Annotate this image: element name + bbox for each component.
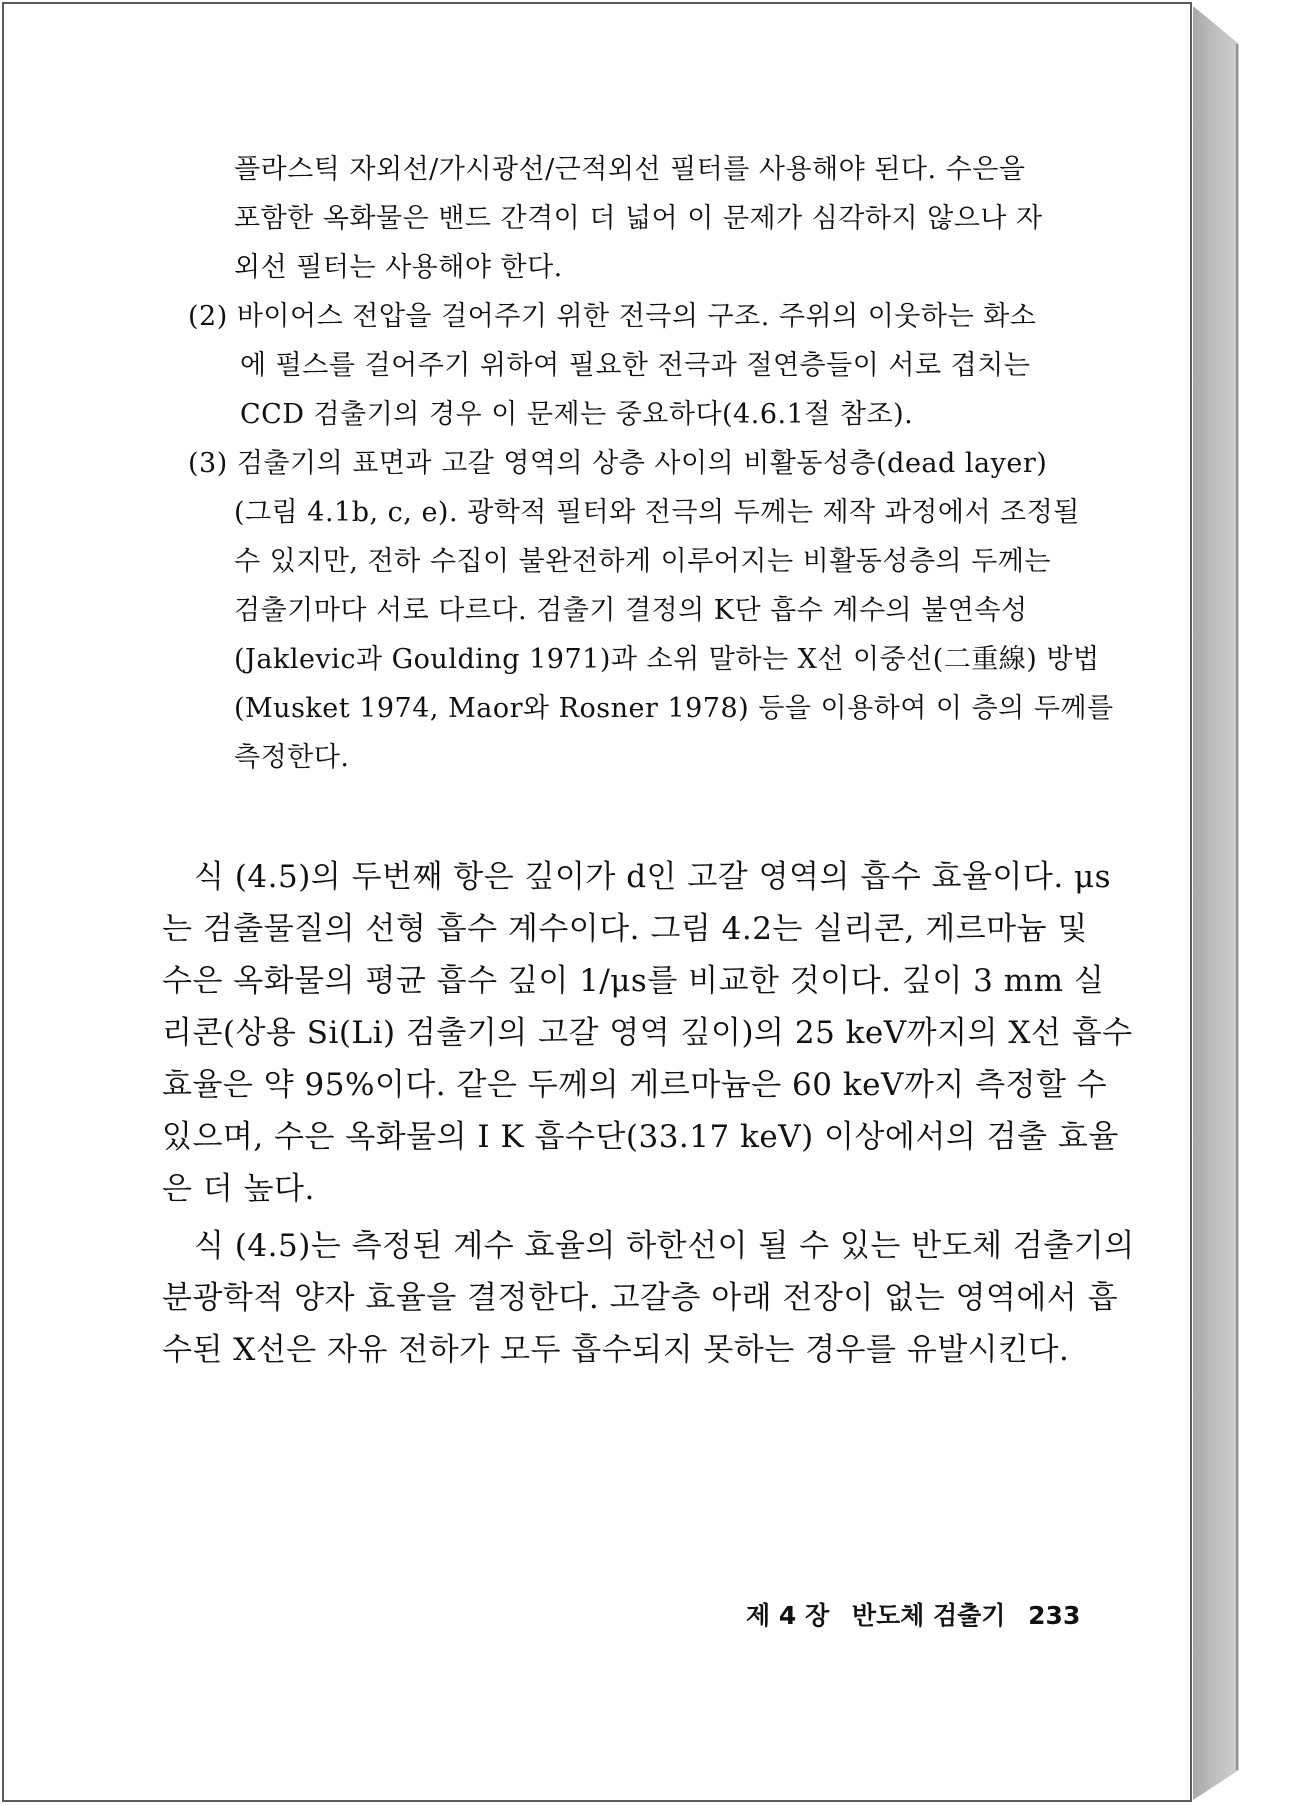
paragraph-1-line-5: 효율은 약 95%이다. 같은 두께의 게르마늄은 60 keV까지 측정할 수 bbox=[162, 1067, 1108, 1103]
list-continuation-line-1: 플라스틱 자외선/가시광선/근적외선 필터를 사용해야 된다. 수은을 bbox=[234, 154, 1026, 185]
list-continuation-line-3: 외선 필터는 사용해야 한다. bbox=[234, 252, 563, 283]
paragraph-1-line-2: 는 검출물질의 선형 흡수 계수이다. 그림 4.2는 실리콘, 게르마늄 및 bbox=[162, 911, 1088, 947]
list-continuation-line-2: 포함한 옥화물은 밴드 간격이 더 넓어 이 문제가 심각하지 않으나 자 bbox=[234, 203, 1043, 234]
paragraph-1-line-1: 식 (4.5)의 두번째 항은 깊이가 d인 고갈 영역의 흡수 효율이다. μs bbox=[194, 859, 1112, 895]
paragraph-2-line-2: 분광학적 양자 효율을 결정한다. 고갈층 아래 전장이 없는 영역에서 흡 bbox=[162, 1280, 1119, 1316]
page-footer bbox=[746, 1596, 1094, 1632]
paragraph-1-line-6: 있으며, 수은 옥화물의 I K 흡수단(33.17 keV) 이상에서의 검출 효율 bbox=[162, 1119, 1119, 1155]
book-page-edge bbox=[1193, 6, 1239, 1800]
footer-title: 반도체 검출기 bbox=[851, 1601, 1006, 1630]
item-3-line-4: 검출기마다 서로 다르다. 검출기 결정의 K단 흡수 계수의 불연속성 bbox=[234, 595, 1028, 626]
book-page bbox=[2, 2, 1192, 1802]
item-2-line-3: CCD 검출기의 경우 이 문제는 중요하다(4.6.1절 참조). bbox=[240, 399, 914, 430]
item-2-line-2: 에 펄스를 걸어주기 위하여 필요한 전극과 절연층들이 서로 겹치는 bbox=[240, 350, 1031, 381]
item-3-line-6: (Musket 1974, Maor와 Rosner 1978) 등을 이용하여 이 층의 두께를 bbox=[234, 693, 1114, 724]
paragraph-1-line-4: 리콘(상용 Si(Li) 검출기의 고갈 영역 깊이)의 25 keV까지의 X선 흡수 bbox=[162, 1015, 1133, 1051]
item-2-line-1: (2) 바이어스 전압을 걸어주기 위한 전극의 구조. 주위의 이웃하는 화소 bbox=[188, 301, 1037, 332]
footer-chapter: 제 4 장 bbox=[746, 1601, 830, 1630]
paragraph-2-line-3: 수된 X선은 자유 전하가 모두 흡수되지 못하는 경우를 유발시킨다. bbox=[162, 1332, 1070, 1368]
item-3-line-3: 수 있지만, 전하 수집이 불완전하게 이루어지는 비활동성층의 두께는 bbox=[234, 546, 1051, 577]
item-3-line-2: (그림 4.1b, c, e). 광학적 필터와 전극의 두께는 제작 과정에서 조정될 bbox=[234, 497, 1080, 528]
paragraph-1-line-3: 수은 옥화물의 평균 흡수 깊이 1/μs를 비교한 것이다. 깊이 3 mm 실 bbox=[162, 963, 1105, 999]
paragraph-1-line-7: 은 더 높다. bbox=[162, 1171, 315, 1207]
page-number: 233 bbox=[1028, 1601, 1081, 1630]
book-edge-line bbox=[1236, 44, 1238, 1770]
item-3-line-7: 측정한다. bbox=[234, 742, 350, 773]
item-3-line-1: (3) 검출기의 표면과 고갈 영역의 상층 사이의 비활동성층(dead layer) bbox=[188, 448, 1048, 479]
paragraph-2-line-1: 식 (4.5)는 측정된 계수 효율의 하한선이 될 수 있는 반도체 검출기의 bbox=[194, 1228, 1135, 1264]
item-3-line-5: (Jaklevic과 Goulding 1971)과 소위 말하는 X선 이중선(二重線) 방법 bbox=[234, 644, 1100, 675]
